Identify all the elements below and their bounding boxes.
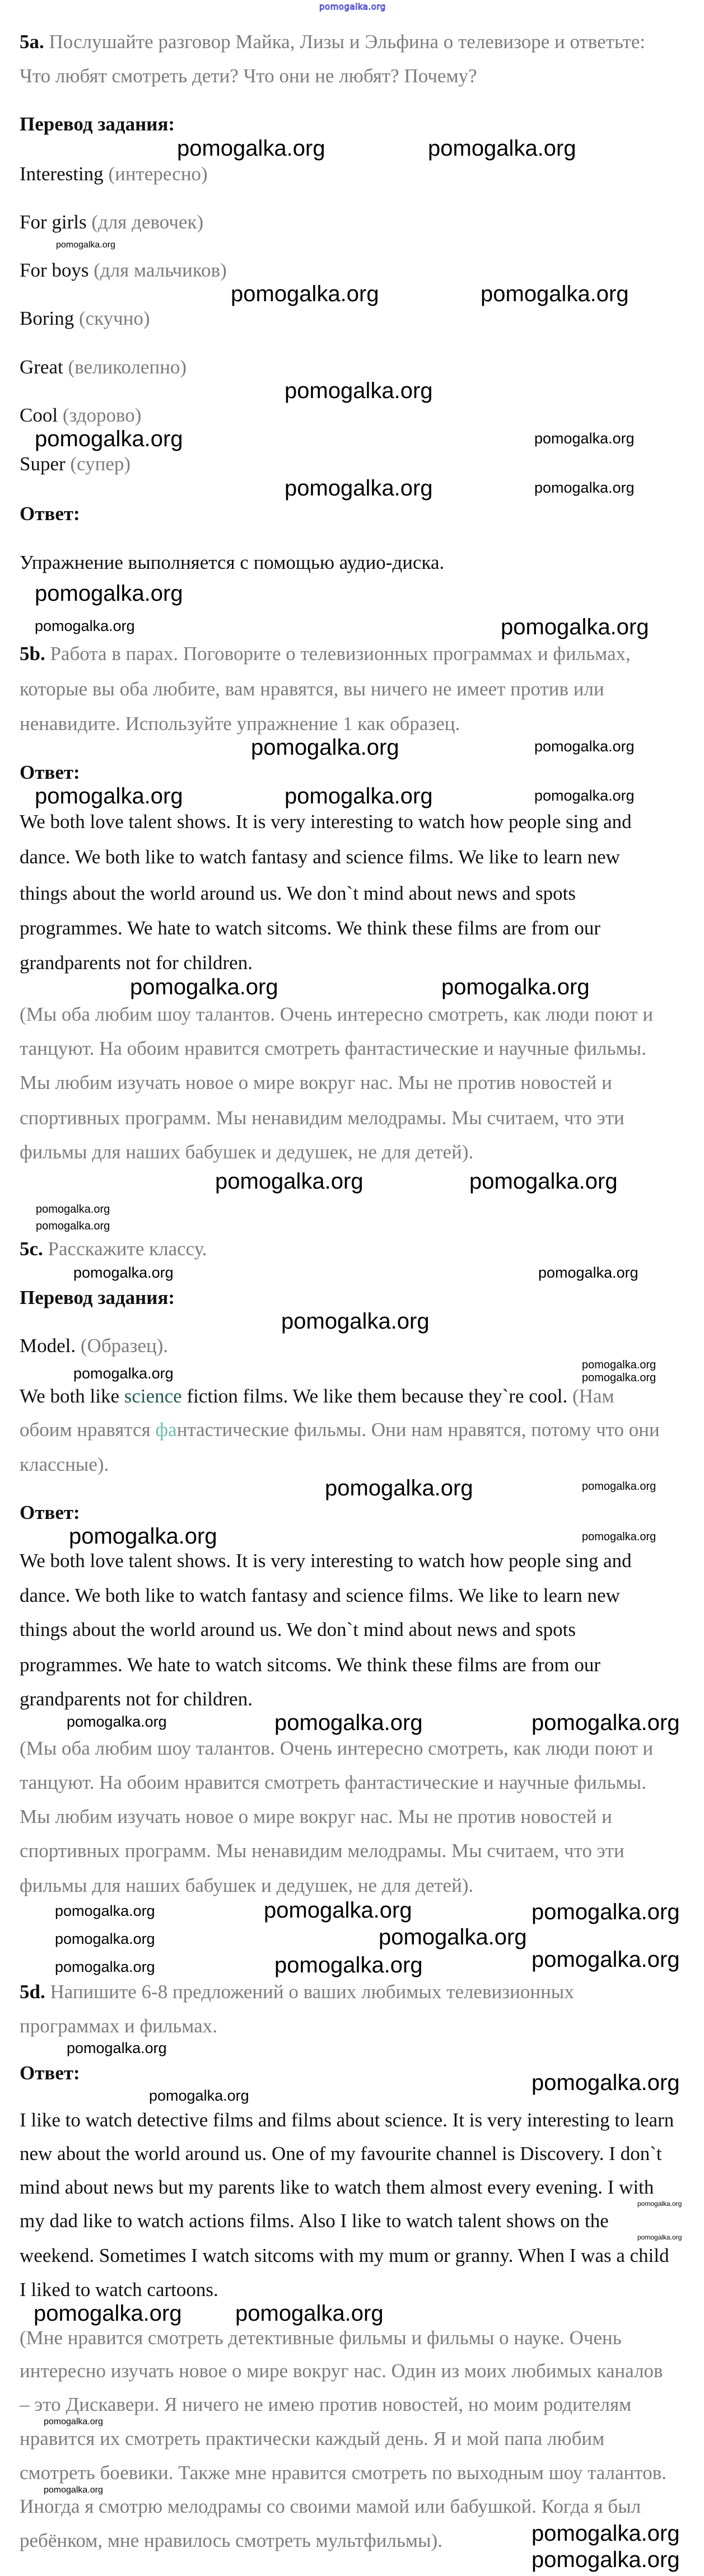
answer-line-ru	[20, 2361, 663, 2381]
translation-heading	[20, 114, 175, 134]
example-line	[20, 1386, 614, 1406]
watermark: pomogalka.org	[130, 975, 278, 999]
watermark: pomogalka.org	[149, 2087, 249, 2104]
answer-line-ru	[20, 2395, 631, 2414]
watermark: pomogalka.org	[469, 1169, 618, 1194]
text: (Образец).	[80, 1335, 169, 1357]
text: Great	[20, 356, 68, 378]
watermark: pomogalka.org	[285, 784, 433, 808]
answer-line-ru	[20, 1004, 653, 1024]
text: фа	[155, 1419, 177, 1441]
watermark: pomogalka.org	[35, 581, 183, 606]
answer-heading	[20, 504, 80, 523]
answer-line-en	[20, 883, 576, 903]
answer-line-ru	[20, 2531, 442, 2550]
watermark: pomogalka.org	[251, 735, 399, 760]
watermark: pomogalka.org	[44, 2417, 103, 2427]
text: фильмы для наших бабушек и дедушек, не для детей).	[20, 1141, 474, 1163]
text: We both like	[20, 1385, 124, 1407]
watermark: pomogalka.org	[534, 430, 635, 447]
text: Ответ:	[20, 503, 80, 525]
answer-heading	[20, 1503, 80, 1522]
text: my dad like to watch actions films. Also I like to watch talent shows on the	[20, 2210, 609, 2232]
task-5b-line	[20, 714, 460, 733]
model-line	[20, 1336, 168, 1355]
watermark: pomogalka.org	[36, 1203, 110, 1215]
exercise-number: 5c.	[20, 1238, 48, 1260]
text: Ответ:	[20, 1502, 80, 1523]
text: Cool	[20, 404, 63, 426]
watermark: pomogalka.org	[532, 1710, 680, 1735]
vocabulary-item	[20, 308, 150, 328]
task-5c	[20, 1239, 207, 1259]
watermark: pomogalka.org	[274, 1953, 423, 1977]
watermark: pomogalka.org	[35, 784, 183, 808]
text: классные).	[20, 1453, 109, 1475]
exercise-number: 5b.	[20, 643, 50, 665]
answer-line-en	[20, 1689, 253, 1709]
watermark: pomogalka.org	[55, 1930, 155, 1947]
text: things about the world around us. We don`t mind about news and spots	[20, 1619, 576, 1640]
text: (Мне нравится смотреть детективные фильмы и фильмы о науке. Очень	[20, 2327, 622, 2349]
text: – это Дискавери. Я ничего не имею против новостей, но моим родителям	[20, 2393, 632, 2415]
text: спортивных программ. Мы ненавидим мелодрамы. Мы считаем, что эти	[20, 1107, 624, 1129]
answer-line-en	[20, 1586, 620, 1605]
exercise-number: 5a.	[20, 31, 49, 53]
watermark: pomogalka.org	[56, 240, 115, 250]
text: интересно изучать новое о мире вокруг нас. Один из моих любимых каналов	[20, 2360, 663, 2382]
watermark: pomogalka.org	[35, 618, 135, 634]
text: I like to watch detective films and films about science. It is very interesting to learn	[20, 2109, 674, 2131]
text: Перевод задания:	[20, 1287, 175, 1308]
watermark: pomogalka.org	[73, 1264, 174, 1281]
answer-line-ru	[20, 1738, 653, 1758]
watermark: pomogalka.org	[325, 1476, 473, 1500]
task-5d-line	[20, 2016, 217, 2036]
answer-line-en	[20, 2246, 669, 2265]
text: (Мы оба любим шоу талантов. Очень интересно смотреть, как люди поют и	[20, 1737, 654, 1759]
watermark: pomogalka.org	[281, 1309, 430, 1334]
answer-line-ru	[20, 1807, 612, 1826]
text: grandparents not for children.	[20, 1688, 253, 1710]
text: weekend. Sometimes I watch sitcoms with my mum or granny. When I was a child	[20, 2245, 669, 2266]
watermark: pomogalka.org	[532, 2070, 680, 2095]
watermark: pomogalka.org	[285, 378, 433, 403]
answer-text	[20, 553, 444, 572]
text: dance. We both like to watch fantasy and science films. We like to learn new	[20, 1584, 620, 1606]
watermark: pomogalka.org	[481, 282, 629, 306]
watermark: pomogalka.org	[34, 2301, 182, 2326]
text: (великолепно)	[68, 356, 187, 378]
text: которые вы оба любите, вам нравятся, вы ничего не имеет против или	[20, 678, 604, 700]
text: смотреть боевики. Также мне нравится смотреть по выходным шоу талантов.	[20, 2462, 666, 2484]
text: программах и фильмах.	[20, 2015, 217, 2037]
answer-line-en	[20, 1620, 576, 1639]
text: Ответ:	[20, 761, 80, 783]
text: (Нам	[567, 1385, 614, 1407]
answer-line-en	[20, 2110, 674, 2130]
watermark: pomogalka.org	[532, 2547, 680, 2572]
text: (супер)	[70, 453, 131, 475]
text: Super	[20, 453, 71, 475]
watermark: pomogalka.org	[379, 1925, 527, 1949]
text: Boring	[20, 307, 79, 329]
watermark: pomogalka.org	[637, 2233, 682, 2241]
task-5a-line	[20, 66, 477, 86]
vocabulary-item	[20, 212, 203, 232]
text: Model.	[20, 1335, 81, 1357]
answer-line-ru	[20, 2463, 666, 2483]
answer-line-en	[20, 847, 620, 867]
text: programmes. We hate to watch sitcoms. We think these films are from our	[20, 917, 600, 939]
watermark: pomogalka.org	[274, 1710, 423, 1735]
watermark: pomogalka.org	[73, 1365, 174, 1382]
answer-line-en	[20, 953, 253, 973]
task-5d	[20, 1982, 574, 2002]
text: (здорово)	[62, 404, 142, 426]
text: спортивных программ. Мы ненавидим мелодрамы. Мы считаем, что эти	[20, 1840, 624, 1862]
watermark: pomogalka.org	[285, 476, 433, 501]
text: Послушайте разговор Майка, Лизы и Эльфина о телевизоре и ответьте:	[49, 31, 646, 53]
watermark: pomogalka.org	[36, 1220, 110, 1232]
text: programmes. We hate to watch sitcoms. We think these films are from our	[20, 1654, 600, 1676]
watermark: pomogalka.org	[67, 2040, 167, 2056]
text: (интересно)	[108, 163, 208, 185]
watermark: pomogalka.org	[534, 738, 635, 755]
text: Мы любим изучать новое о мире вокруг нас. Мы не против новостей и	[20, 1072, 612, 1093]
watermark: pomogalka.org	[501, 615, 649, 639]
watermark: pomogalka.org	[215, 1169, 363, 1194]
text: Упражнение выполняется с помощью аудио-диска.	[20, 551, 445, 573]
answer-line-en	[20, 2177, 654, 2197]
text: (для девочек)	[91, 211, 204, 233]
text: танцуют. На обоим нравится смотреть фантастические и научные фильмы.	[20, 1771, 646, 1793]
example-line	[20, 1420, 660, 1439]
answer-line-ru	[20, 1876, 473, 1895]
text: ребёнком, мне нравилось смотреть мультфильмы).	[20, 2530, 442, 2551]
text: science	[124, 1385, 182, 1407]
watermark: pomogalka.org	[67, 1713, 167, 1730]
watermark: pomogalka.org	[582, 1531, 656, 1543]
answer-line-ru	[20, 1142, 473, 1162]
text: Перевод задания:	[20, 113, 175, 135]
watermark: pomogalka.org	[428, 136, 576, 161]
answer-line-en	[20, 1655, 600, 1675]
watermark: pomogalka.org	[55, 1902, 155, 1919]
task-5b-line	[20, 679, 604, 699]
vocabulary-item	[20, 164, 208, 184]
watermark: pomogalka.org	[582, 1480, 656, 1493]
text: (Мы оба любим шоу талантов. Очень интересно смотреть, как люди поют и	[20, 1003, 654, 1025]
text: обоим нравятся	[20, 1419, 156, 1441]
text: grandparents not for children.	[20, 952, 253, 974]
watermark: pomogalka.org	[177, 136, 325, 161]
answer-line-ru	[20, 1773, 646, 1792]
answer-line-en	[20, 1551, 632, 1570]
watermark: pomogalka.org	[441, 975, 590, 999]
site-link[interactable]: pomogalka.org	[319, 2, 386, 12]
watermark: pomogalka.org	[582, 1359, 656, 1371]
answer-line-ru	[20, 1841, 624, 1860]
text: Ответ:	[20, 2062, 80, 2084]
watermark: pomogalka.org	[582, 1372, 656, 1384]
text: We both love talent shows. It is very interesting to watch how people sing and	[20, 1550, 632, 1572]
text: нтастические фильмы. Они нам нравятся, потому что они	[176, 1419, 660, 1441]
watermark: pomogalka.org	[534, 787, 635, 804]
translation-heading	[20, 1288, 175, 1307]
text: For girls	[20, 211, 92, 233]
watermark: pomogalka.org	[534, 479, 635, 496]
text: dance. We both like to watch fantasy and science films. We like to learn new	[20, 846, 620, 868]
watermark: pomogalka.org	[264, 1898, 412, 1923]
task-5a	[20, 32, 645, 52]
vocabulary-item	[20, 260, 227, 280]
text: танцуют. На обоим нравится смотреть фантастические и научные фильмы.	[20, 1037, 646, 1059]
watermark: pomogalka.org	[44, 2485, 103, 2495]
answer-heading	[20, 763, 80, 782]
answer-line-en	[20, 2280, 218, 2299]
answer-line-ru	[20, 2328, 622, 2348]
text: new about the world around us. One of my favourite channel is Discovery. I don`t	[20, 2143, 662, 2164]
text: нравится их смотреть практически каждый день. Я и мой папа любим	[20, 2428, 605, 2449]
exercise-number: 5d.	[20, 1981, 50, 2003]
text: We both love talent shows. It is very interesting to watch how people sing and	[20, 811, 632, 833]
text: фильмы для наших бабушек и дедушек, не для детей).	[20, 1874, 474, 1896]
answer-line-en	[20, 2211, 609, 2231]
text: (для мальчиков)	[94, 259, 227, 281]
watermark: pomogalka.org	[69, 1524, 217, 1549]
answer-line-ru	[20, 1108, 624, 1128]
watermark: pomogalka.org	[637, 2200, 682, 2208]
watermark: pomogalka.org	[231, 282, 379, 306]
answer-heading	[20, 2063, 80, 2083]
watermark: pomogalka.org	[235, 2301, 384, 2326]
watermark: pomogalka.org	[532, 2521, 680, 2546]
text: Что любят смотреть дети? Что они не любят? Почему?	[20, 65, 477, 87]
text: Interesting	[20, 163, 109, 185]
watermark: pomogalka.org	[538, 1264, 638, 1281]
text: mind about news but my parents like to watch them almost every evening. I with	[20, 2176, 654, 2198]
watermark: pomogalka.org	[55, 1958, 155, 1975]
answer-line-ru	[20, 2429, 604, 2448]
vocabulary-item	[20, 454, 130, 474]
text: fiction films. We like them because they`re cool.	[181, 1385, 568, 1407]
watermark: pomogalka.org	[532, 1900, 680, 1924]
answer-line-ru	[20, 2496, 641, 2516]
watermark: pomogalka.org	[35, 427, 183, 451]
answer-line-en	[20, 2144, 662, 2163]
answer-line-en	[20, 812, 632, 831]
text: Расскажите классу.	[48, 1238, 207, 1260]
answer-line-en	[20, 918, 600, 938]
text: ненавидите. Используйте упражнение 1 как образец.	[20, 713, 460, 735]
text: (скучно)	[78, 307, 150, 329]
answer-line-ru	[20, 1039, 646, 1058]
text: For boys	[20, 259, 94, 281]
example-line	[20, 1455, 109, 1474]
text: Мы любим изучать новое о мире вокруг нас. Мы не против новостей и	[20, 1806, 612, 1827]
answer-line-ru	[20, 1073, 612, 1092]
text: Иногда я смотрю мелодрамы со своими мамой или бабушкой. Когда я был	[20, 2495, 641, 2517]
task-5b	[20, 644, 631, 663]
vocabulary-item	[20, 405, 141, 425]
text: things about the world around us. We don`t mind about news and spots	[20, 882, 576, 904]
vocabulary-item	[20, 357, 187, 377]
text: Работа в парах. Поговорите о телевизионных программах и фильмах,	[50, 643, 631, 665]
text: Напишите 6-8 предложений о ваших любимых телевизионных	[50, 1981, 574, 2003]
watermark: pomogalka.org	[532, 1947, 680, 1972]
text: I liked to watch cartoons.	[20, 2279, 218, 2301]
